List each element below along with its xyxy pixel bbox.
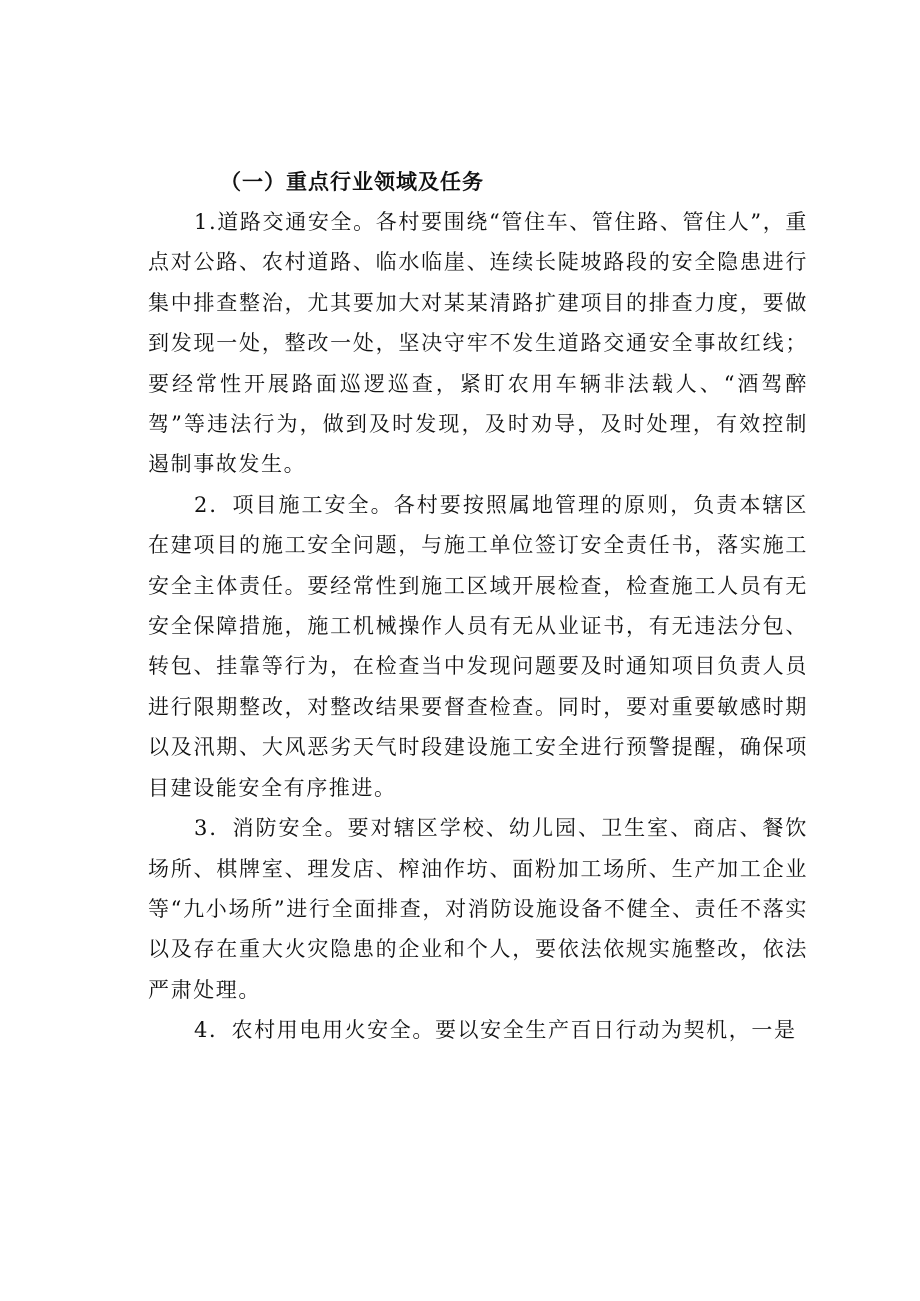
paragraph-road-traffic-safety: 1.道路交通安全。各村要围绕“管住车、管住路、管住人”，重点对公路、农村道路、临水临崖、连续长陡坡路段的安全隐患进行集中排查整治，尤其要加大对某某清路扩建项目的排查力度，要做到发现一处，整改一处，坚决守牢不发生道路交通安全事故红线；要经常性开展路面巡逻巡查，紧盯农用车辆非法载人、“酒驾醉驾”等违法行为，做到及时发现，及时劝导，及时处理，有效控制遏制事故发生。 (148, 210, 808, 477)
section-heading: （一）重点行业领域及任务 (220, 170, 484, 194)
paragraph-rural-electricity-fire-safety: 4．农村用电用火安全。要以安全生产百日行动为契机，一是 (194, 1018, 797, 1043)
paragraph-project-construction-safety: 2．项目施工安全。各村要按照属地管理的原则，负责本辖区在建项目的施工安全问题，与施工单位签订安全责任书，落实施工安全主体责任。要经常性到施工区域开展检查，检查施工人员有无安全保障措施，施工机械操作人员有无从业证书，有无违法分包、转包、挂靠等行为，在检查当中发现问题要及时通知项目负责人员进行限期整改，对整改结果要督查检查。同时，要对重要敏感时期以及汛期、大风恶劣天气时段建设施工安全进行预警提醒，确保项目建设能安全有序推进。 (148, 492, 808, 800)
paragraph-fire-safety: 3．消防安全。要对辖区学校、幼儿园、卫生室、商店、餐饮场所、棋牌室、理发店、榨油作坊、面粉加工场所、生产加工企业等“九小场所”进行全面排查，对消防设施设备不健全、责任不落实以及存在重大火灾隐患的企业和个人，要依法依规实施整改，依法严肃处理。 (148, 816, 808, 1002)
document-body (148, 162, 808, 1051)
